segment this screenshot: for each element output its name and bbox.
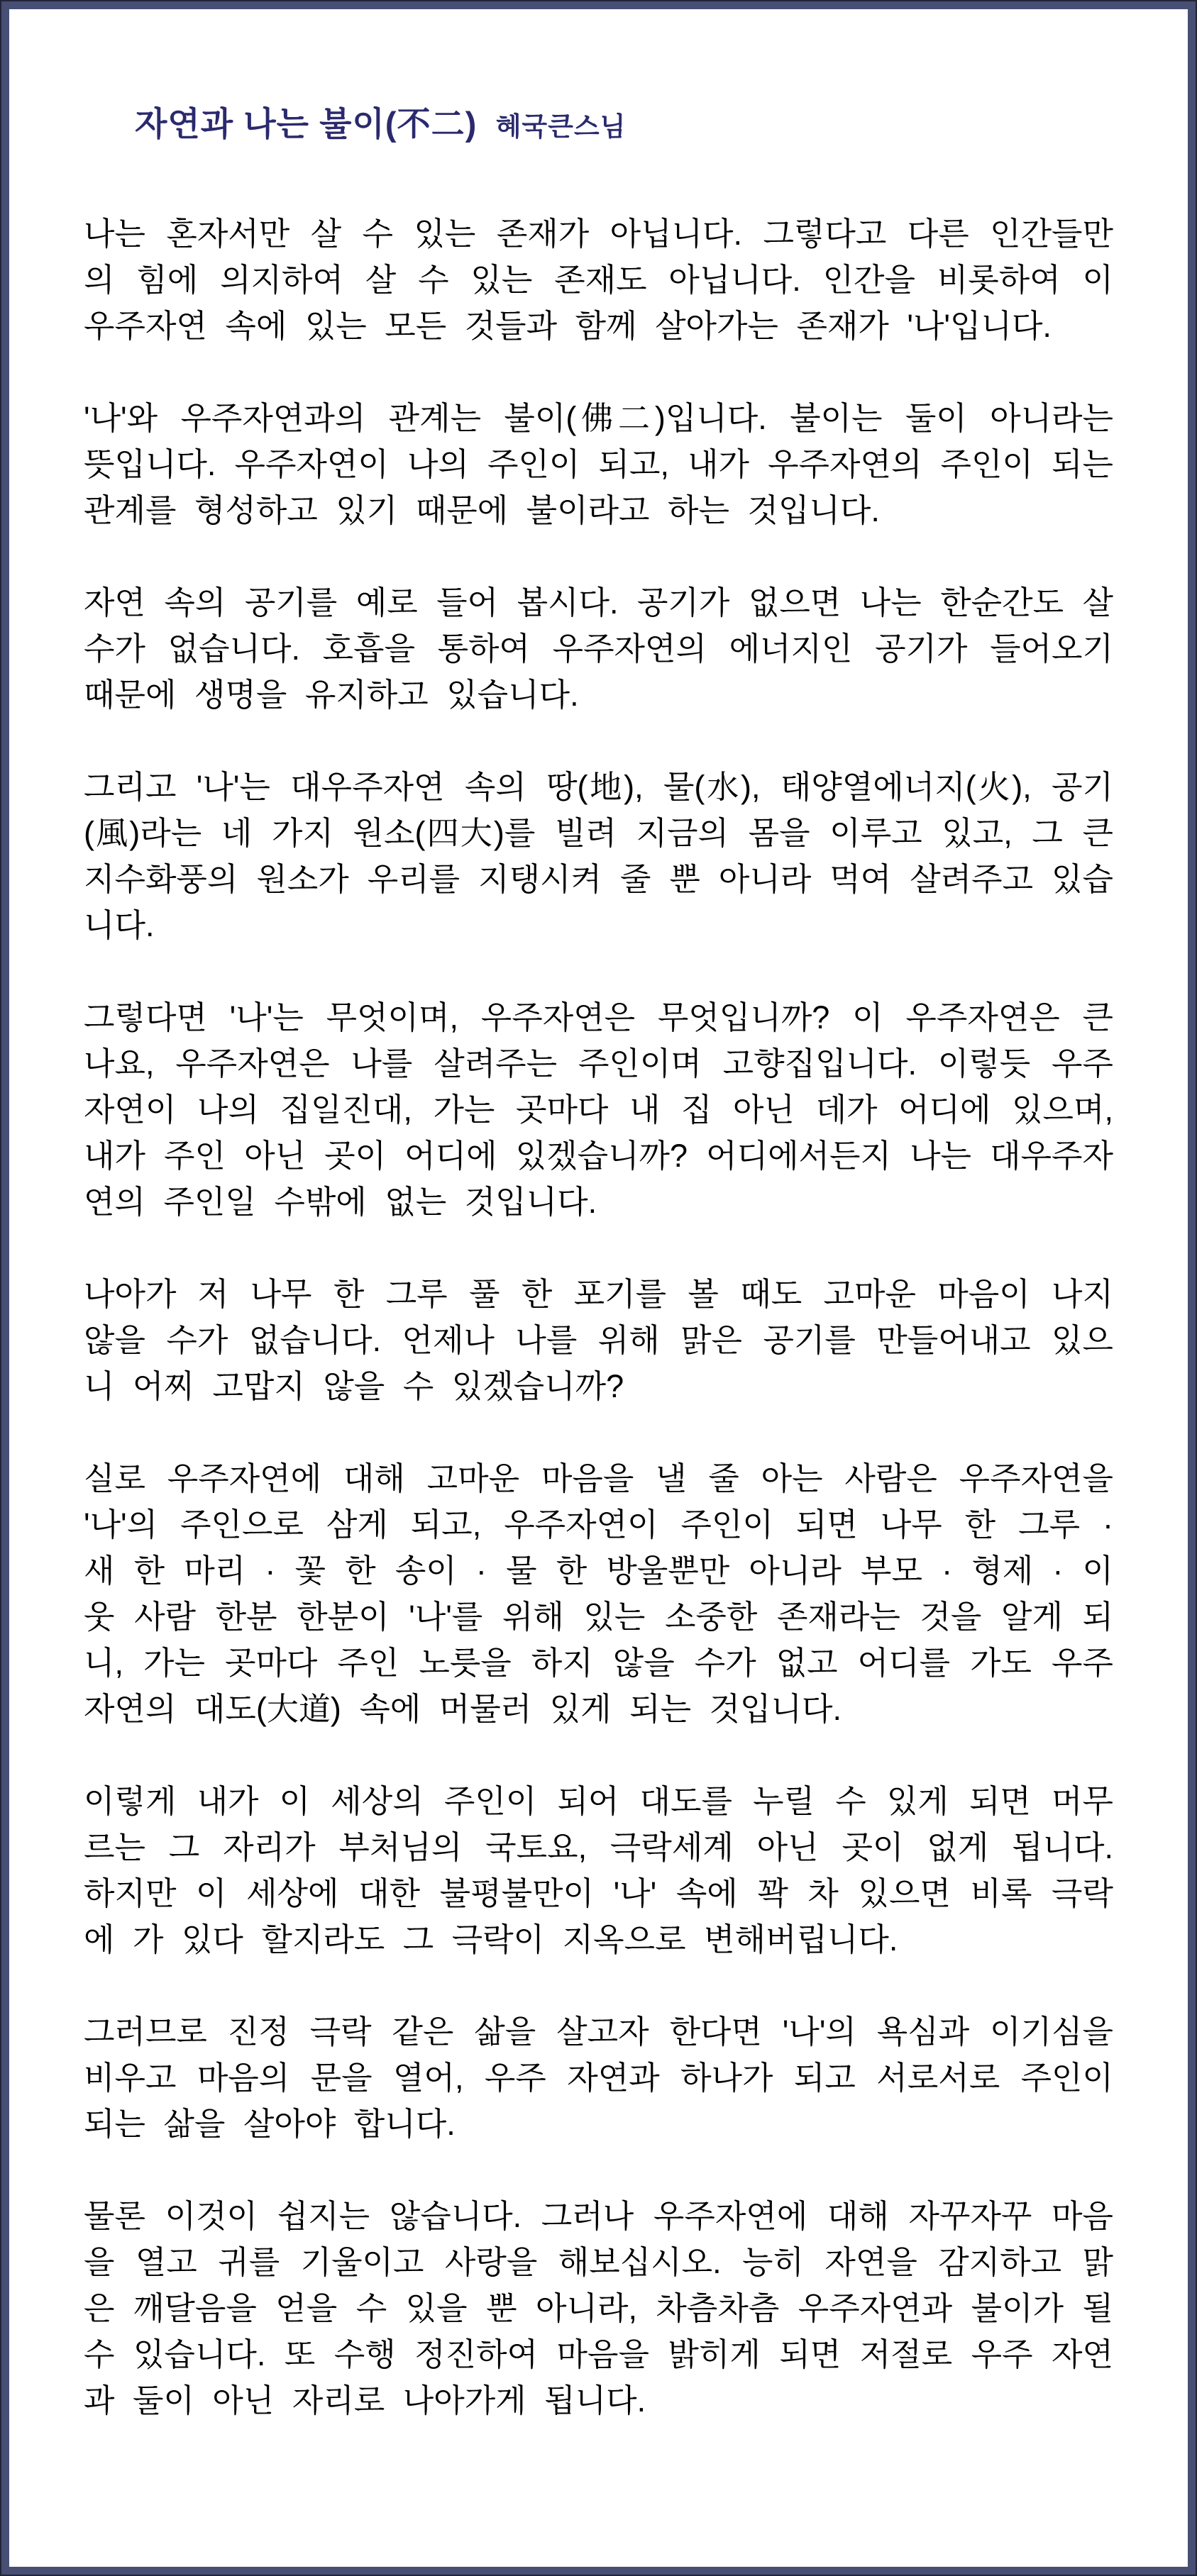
paragraph-4: 그리고 '나'는 대우주자연 속의 땅(地), 물(水), 태양열에너지(火), 공기(風)라는 네 가지 원소(四大)를 빌려 지금의 몸을 이루고 있고, 그 큰 지수화풍의 원소가 우리를 지탱시켜 줄 뿐 아니라 먹여 살려주고 있습니다. xyxy=(84,769,1113,943)
title-author: 혜국큰스님 xyxy=(495,112,627,141)
paragraph-2: '나'와 우주자연과의 관계는 불이(佛二)입니다. 불이는 둘이 아니라는 뜻입니다. 우주자연이 나의 주인이 되고, 내가 우주자연의 주인이 되는 관계를 형성하고 있기 때문에 불이라고 하는 것입니다. xyxy=(84,400,1113,528)
paragraph-3: 자연 속의 공기를 예로 들어 봅시다. 공기가 없으면 나는 한순간도 살 수가 없습니다. 호흡을 통하여 우주자연의 에너지인 공기가 들어오기 때문에 생명을 유지하고 있습니다. xyxy=(84,584,1113,713)
paragraph-1: 나는 혼자서만 살 수 있는 존재가 아닙니다. 그렇다고 다른 인간들만의 힘에 의지하여 살 수 있는 존재도 아닙니다. 인간을 비롯하여 이 우주자연 속에 있는 모든 것들과 함께 살아가는 존재가 '나'입니다. xyxy=(84,216,1113,344)
paragraph-8: 이렇게 내가 이 세상의 주인이 되어 대도를 누릴 수 있게 되면 머무르는 그 자리가 부처님의 국토요, 극락세계 아닌 곳이 없게 됩니다. 하지만 이 세상에 대한 불평불만이 '나' 속에 꽉 차 있으면 비록 극락에 가 있다 할지라도 그 극락이 지옥으로 변해버립니다. xyxy=(84,1783,1113,1958)
paragraph-10: 물론 이것이 쉽지는 않습니다. 그러나 우주자연에 대해 자꾸자꾸 마음을 열고 귀를 기울이고 사랑을 해보십시오. 능히 자연을 감지하고 맑은 깨달음을 얻을 수 있을 뿐 아니라, 차츰차츰 우주자연과 불이가 될 수 있습니다. 또 수행 정진하여 마음을 밝히게 되면 저절로 우주 자연과 둘이 아닌 자리로 나아가게 됩니다. xyxy=(84,2198,1113,2419)
paragraph-6: 나아가 저 나무 한 그루 풀 한 포기를 볼 때도 고마운 마음이 나지 않을 수가 없습니다. 언제나 나를 위해 맑은 공기를 만들어내고 있으니 어찌 고맙지 않을 수 있겠습니까? xyxy=(84,1276,1113,1404)
title-text: 자연과 나는 불이(不二) xyxy=(135,105,478,143)
document-title xyxy=(135,98,1113,145)
paragraph-7: 실로 우주자연에 대해 고마운 마음을 낼 줄 아는 사람은 우주자연을 '나'의 주인으로 삼게 되고, 우주자연이 주인이 되면 나무 한 그루 · 새 한 마리 · 꽃 한 송이 · 물 한 방울뿐만 아니라 부모 · 형제 · 이웃 사람 한분 한분이 '나'를 위해 있는 소중한 존재라는 것을 알게 되니, 가는 곳마다 주인 노릇을 하지 않을 수가 없고 어디를 가도 우주 자연의 대도(大道) 속에 머물러 있게 되는 것입니다. xyxy=(84,1460,1113,1727)
paragraph-9: 그러므로 진정 극락 같은 삶을 살고자 한다면 '나'의 욕심과 이기심을 비우고 마음의 문을 열어, 우주 자연과 하나가 되고 서로서로 주인이 되는 삶을 살아야 합니다. xyxy=(84,2014,1113,2142)
document-body xyxy=(84,211,1113,2424)
paragraph-5: 그렇다면 '나'는 무엇이며, 우주자연은 무엇입니까? 이 우주자연은 큰 나요, 우주자연은 나를 살려주는 주인이며 고향집입니다. 이렇듯 우주자연이 나의 집일진대, 가는 곳마다 내 집 아닌 데가 어디에 있으며, 내가 주인 아닌 곳이 어디에 있겠습니까? 어디에서든지 나는 대우주자연의 주인일 수밖에 없는 것입니다. xyxy=(84,999,1113,1220)
